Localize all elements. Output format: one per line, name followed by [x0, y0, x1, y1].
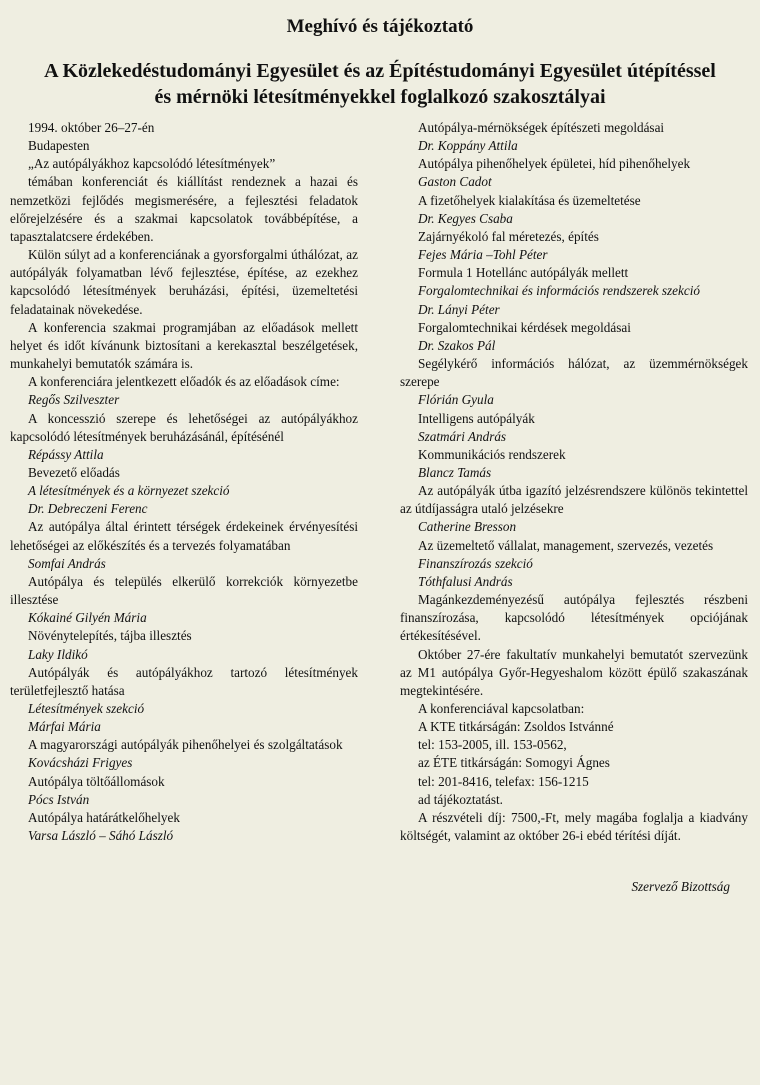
paragraph: „Az autópályákhoz kapcsolódó létesítmények”	[28, 156, 276, 172]
speaker-or-section: Somfai András	[28, 555, 106, 571]
paragraph: Autópálya határátkelőhelyek	[28, 809, 180, 825]
paragraph: Zajárnyékoló fal méretezés, építés	[418, 228, 599, 244]
page-heading	[0, 58, 760, 110]
speaker-or-section: Kókainé Gilyén Mária	[28, 610, 147, 626]
speaker-or-section: Dr. Koppány Attila	[418, 138, 518, 154]
speaker-or-section: Dr. Kegyes Csaba	[418, 210, 513, 226]
speaker-or-section: Répássy Attila	[28, 446, 104, 462]
page-title: Meghívó és tájékoztató	[286, 16, 474, 37]
paragraph: Autópályák és autópályákhoz tartozó létesítmények területfejlesztő hatása	[10, 664, 358, 698]
paragraph: A részvételi díj: 7500,-Ft, mely magába foglalja a kiadvány költségét, valamint az október 26-i ebéd térítési díját.	[400, 809, 748, 844]
paragraph: Segélykérő információs hálózat, az üzemmérnökségek szerepe	[400, 356, 748, 390]
paragraph: A fizetőhelyek kialakítása és üzemeltetése	[418, 192, 641, 208]
paragraph: az ÉTE titkárságán: Somogyi Ágnes	[418, 755, 610, 771]
paragraph: A KTE titkárságán: Zsoldos Istvánné	[418, 719, 614, 735]
paragraph: Autópálya-mérnökségek építészeti megoldásai	[418, 120, 665, 135]
heading-line-1: A Közlekedéstudományi Egyesület és az Építéstudományi Egyesület útépítéssel	[44, 60, 716, 82]
speaker-or-section: Varsa László – Sáhó László	[28, 828, 174, 844]
heading-line-2: és mérnöki létesítményekkel foglalkozó szakosztályai	[154, 86, 606, 108]
speaker-or-section: Blancz Tamás	[418, 464, 492, 480]
paragraph: A koncesszió szerepe és lehetőségei az autópályákhoz kapcsolódó létesítmények beruházásánál, építésénél	[10, 410, 358, 444]
speaker-or-section: Laky Ildikó	[28, 646, 88, 662]
paragraph: A konferencia szakmai programjában az előadások mellett helyet és időt kívánunk biztosítani a kerekasztal beszélgetések, munkahelyi bemutatók számára is.	[10, 319, 358, 372]
paragraph: témában konferenciát és kiállítást rendeznek a hazai és nemzetközi fejlődés megismerésére, a fejlesztési feladatok előrejelzésére és a szakmai kapcsolatok továbbépítése, a tapasztalatcsere érdekében.	[10, 174, 358, 244]
paragraph: Magánkezdeményezésű autópálya fejlesztés részbeni finanszírozása, kapcsolódó létesítmények opciójának értékesítésével.	[400, 592, 748, 644]
speaker-or-section: Kovácsházi Frigyes	[28, 755, 133, 771]
paragraph: 1994. október 26–27-én	[28, 120, 155, 135]
paragraph: Autópálya és település elkerülő korrekciók környezetbe illesztése	[10, 573, 358, 608]
paragraph: Intelligens autópályák	[418, 410, 535, 426]
paragraph: Budapesten	[28, 138, 90, 154]
paragraph: Október 27-ére fakultatív munkahelyi bemutatót szervezünk az M1 autópálya Győr-Hegyeshalom között épülő szakaszának megtekintésére.	[400, 646, 748, 698]
speaker-or-section: Regős Szilveszter	[28, 392, 120, 408]
paragraph: A konferenciára jelentkezett előadók és az előadások címe:	[28, 374, 340, 390]
speaker-or-section: Gaston Cadot	[418, 174, 492, 190]
paragraph: Külön súlyt ad a konferenciának a gyorsforgalmi úthálózat, az autópályák folyamatban lévő fejlesztése, építése, az ezekhez kapcsolódó létesítmények beruházási, építési, üzemeltetési feladatainak növekedése.	[10, 247, 358, 317]
paragraph: Autópálya töltőállomások	[28, 773, 165, 789]
speaker-or-section: Dr. Szakos Pál	[418, 337, 496, 353]
speaker-or-section: Pócs István	[28, 791, 90, 807]
paragraph: tel: 153-2005, ill. 153-0562,	[418, 737, 567, 753]
speaker-or-section: A létesítmények és a környezet szekció	[28, 483, 230, 499]
paragraph: Forgalomtechnikai kérdések megoldásai	[418, 319, 631, 335]
paragraph: Bevezető előadás	[28, 464, 120, 480]
speaker-or-section: Dr. Lányi Péter	[418, 301, 500, 317]
speaker-or-section: Catherine Bresson	[418, 519, 517, 535]
signature: Szervező Bizottság	[631, 879, 730, 894]
paragraph: A magyarországi autópályák pihenőhelyei és szolgáltatások	[28, 737, 343, 753]
paragraph: A konferenciával kapcsolatban:	[418, 701, 585, 716]
speaker-or-section: Dr. Debreczeni Ferenc	[28, 501, 148, 517]
speaker-or-section: Létesítmények szekció	[28, 701, 145, 716]
paragraph: Növénytelepítés, tájba illesztés	[28, 628, 192, 644]
paragraph: Kommunikációs rendszerek	[418, 446, 566, 462]
paragraph: tel: 201-8416, telefax: 156-1215	[418, 773, 589, 789]
right-column	[400, 119, 748, 845]
speaker-or-section: Márfai Mária	[28, 719, 101, 735]
speaker-or-section: Tóthfalusi András	[418, 573, 513, 589]
paragraph: Az üzemeltető vállalat, management, szervezés, vezetés	[418, 537, 714, 553]
paragraph: Autópálya pihenőhelyek épületei, híd pihenőhelyek	[418, 156, 691, 172]
speaker-or-section: Szatmári András	[418, 428, 507, 444]
paragraph: Formula 1 Hotellánc autópályák mellett	[418, 265, 629, 281]
paragraph: Az autópálya által érintett térségek érdekeinek érvényesítési lehetőségei az előkészítés és a tervezés folyamatában	[10, 519, 358, 553]
speaker-or-section: Forgalomtechnikai és információs rendszerek szekció	[418, 283, 701, 299]
left-column	[10, 119, 358, 845]
speaker-or-section: Finanszírozás szekció	[418, 555, 533, 571]
paragraph: ad tájékoztatást.	[418, 791, 503, 807]
paragraph: Az autópályák útba igazító jelzésrendszere különös tekintettel az útdíjasságra utaló jelzésekre	[400, 483, 748, 517]
speaker-or-section: Fejes Mária –Tohl Péter	[418, 247, 548, 263]
speaker-or-section: Flórián Gyula	[418, 392, 494, 408]
